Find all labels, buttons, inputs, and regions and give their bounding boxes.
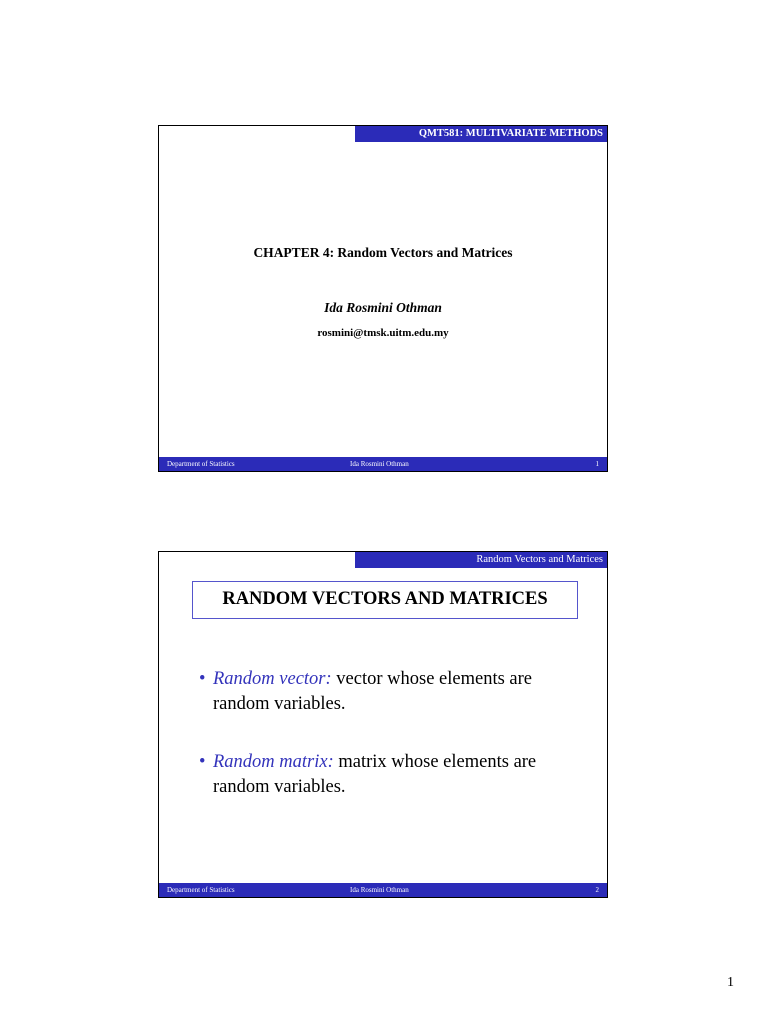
- bullet-text: matrix whose elements are random variables.: [213, 752, 537, 797]
- footer-department: Department of Statistics: [167, 886, 235, 894]
- footer-department: Department of Statistics: [167, 460, 235, 468]
- slide-footer: [159, 883, 607, 897]
- bullet-term: Random matrix:: [213, 752, 334, 772]
- page-number: 1: [727, 975, 734, 990]
- bullet-random-vector: [199, 667, 589, 717]
- slide-header: Random Vectors and Matrices: [355, 552, 607, 568]
- slide-header: QMT581: MULTIVARIATE METHODS: [355, 126, 607, 142]
- bullet-term: Random vector:: [213, 669, 332, 689]
- bullet-text: vector whose elements are random variables.: [213, 669, 533, 714]
- bullet-dot-icon: •: [199, 752, 206, 772]
- footer-slide-number: 2: [595, 886, 599, 894]
- chapter-title: CHAPTER 4: Random Vectors and Matrices: [253, 245, 513, 260]
- footer-author: Ida Rosmini Othman: [350, 886, 409, 894]
- bullet-dot-icon: •: [199, 669, 206, 689]
- slide-title-box: RANDOM VECTORS AND MATRICES: [192, 581, 578, 619]
- author-email: rosmini@tmsk.uitm.edu.my: [317, 327, 449, 339]
- author-name: Ida Rosmini Othman: [324, 300, 442, 315]
- footer-author: Ida Rosmini Othman: [350, 460, 409, 468]
- slide-2: [158, 551, 608, 898]
- bullet-random-matrix: [199, 750, 589, 800]
- slide-footer: [159, 457, 607, 471]
- slide-1: [158, 125, 608, 472]
- footer-slide-number: 1: [595, 460, 599, 468]
